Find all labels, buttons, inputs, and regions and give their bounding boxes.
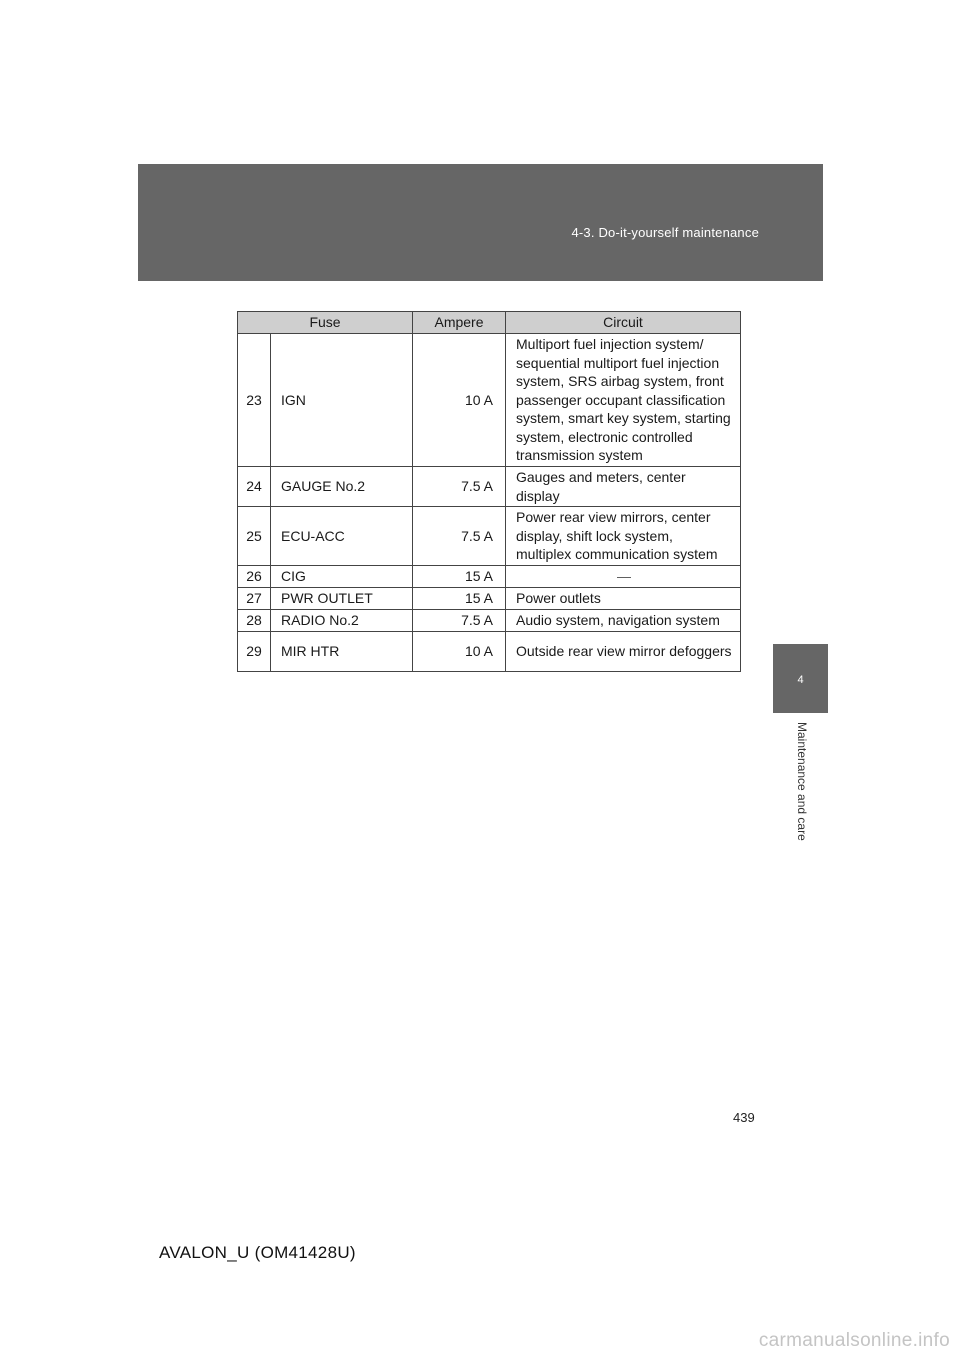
column-header-circuit: Circuit bbox=[506, 312, 741, 334]
fuse-ampere: 7.5 A bbox=[413, 507, 506, 566]
fuse-ampere: 10 A bbox=[413, 334, 506, 467]
fuse-circuit: Gauges and meters, center display bbox=[506, 467, 741, 507]
fuse-name: PWR OUTLET bbox=[271, 588, 413, 610]
fuse-number: 29 bbox=[238, 632, 271, 672]
table-row bbox=[238, 588, 741, 610]
fuse-ampere: 7.5 A bbox=[413, 467, 506, 507]
fuse-name: IGN bbox=[271, 334, 413, 467]
fuse-circuit: Power rear view mirrors, center display, shift lock system, multiplex communication system bbox=[506, 507, 741, 566]
fuse-ampere: 10 A bbox=[413, 632, 506, 672]
fuse-number: 23 bbox=[238, 334, 271, 467]
chapter-number: 4 bbox=[797, 674, 804, 686]
fuse-name: GAUGE No.2 bbox=[271, 467, 413, 507]
table-row bbox=[238, 334, 741, 467]
table-row bbox=[238, 507, 741, 566]
table-header-row bbox=[238, 312, 741, 334]
fuse-table bbox=[237, 311, 741, 672]
fuse-ampere: 7.5 A bbox=[413, 610, 506, 632]
fuse-circuit: — bbox=[506, 566, 741, 588]
section-title: 4-3. Do-it-yourself maintenance bbox=[571, 225, 759, 240]
fuse-circuit: Audio system, navigation system bbox=[506, 610, 741, 632]
header-band bbox=[138, 164, 823, 281]
fuse-name: ECU-ACC bbox=[271, 507, 413, 566]
column-header-fuse: Fuse bbox=[238, 312, 413, 334]
table-row bbox=[238, 566, 741, 588]
fuse-circuit: Outside rear view mirror defoggers bbox=[506, 632, 741, 672]
fuse-ampere: 15 A bbox=[413, 588, 506, 610]
model-code: AVALON_U (OM41428U) bbox=[159, 1243, 356, 1262]
page-number: 439 bbox=[733, 1110, 755, 1125]
fuse-name: MIR HTR bbox=[271, 632, 413, 672]
table-row bbox=[238, 610, 741, 632]
fuse-number: 25 bbox=[238, 507, 271, 566]
fuse-number: 28 bbox=[238, 610, 271, 632]
fuse-circuit: Multiport fuel injection system/ sequential multiport fuel injection system, SRS airbag system, front passenger occupant classification system, smart key system, starting system, electronic controlled transmission system bbox=[506, 334, 741, 467]
fuse-number: 27 bbox=[238, 588, 271, 610]
fuse-ampere: 15 A bbox=[413, 566, 506, 588]
chapter-label: Maintenance and care bbox=[795, 722, 809, 841]
watermark: carmanualsonline.info bbox=[758, 1330, 950, 1351]
fuse-circuit: Power outlets bbox=[506, 588, 741, 610]
fuse-number: 24 bbox=[238, 467, 271, 507]
fuse-name: CIG bbox=[271, 566, 413, 588]
chapter-tab bbox=[773, 644, 828, 713]
column-header-ampere: Ampere bbox=[413, 312, 506, 334]
table-row bbox=[238, 632, 741, 672]
fuse-name: RADIO No.2 bbox=[271, 610, 413, 632]
fuse-number: 26 bbox=[238, 566, 271, 588]
table-row bbox=[238, 467, 741, 507]
